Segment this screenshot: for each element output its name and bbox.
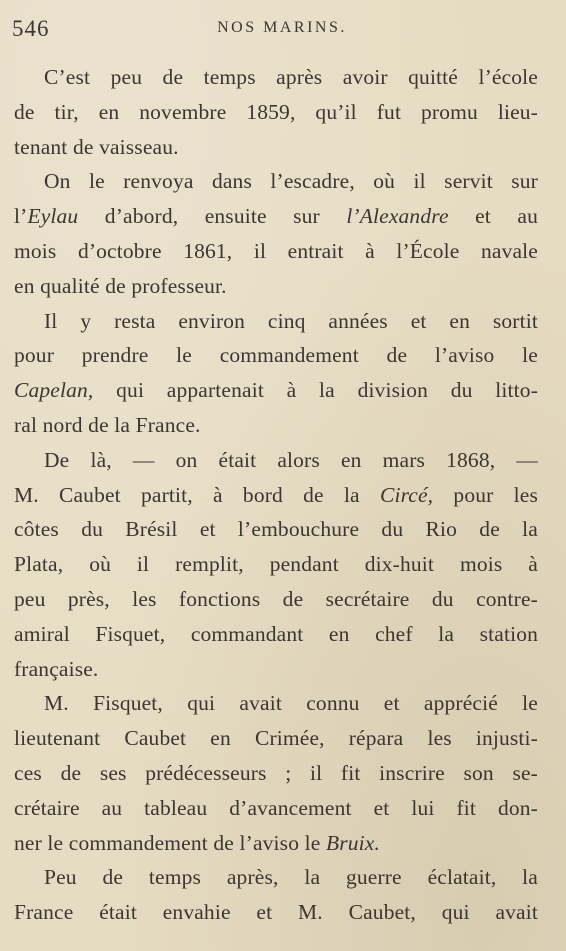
text-segment: de tir, en novembre 1859, qu’il fut promu lieu-	[14, 99, 538, 124]
text-line	[14, 373, 538, 408]
text-line	[14, 686, 538, 721]
text-line	[14, 443, 538, 478]
text-line	[14, 582, 538, 617]
text-line	[14, 234, 538, 269]
text-segment: et au	[448, 204, 538, 229]
text-segment: De là, — on était alors en mars 1868, —	[44, 447, 538, 472]
text-segment: ner le commandement de l’aviso le	[14, 830, 326, 855]
text-line	[14, 826, 538, 861]
text-line	[14, 895, 538, 930]
text-line	[14, 269, 538, 304]
italic-text-segment: l’Alexandre	[346, 204, 449, 229]
text-line	[14, 617, 538, 652]
text-segment: France était envahie et M. Caubet, qui avait	[14, 900, 538, 925]
page-number: 546	[12, 16, 50, 41]
text-line	[14, 791, 538, 826]
page-header	[12, 16, 552, 46]
text-segment: C’est peu de temps après avoir quitté l’école	[44, 65, 538, 89]
text-segment: ces de ses prédécesseurs ; il fit inscrire son se-	[14, 760, 538, 785]
text-line	[14, 199, 538, 234]
text-segment: M. Caubet partit, à bord de la	[14, 482, 380, 507]
text-segment: d’abord, ensuite sur	[78, 204, 347, 229]
text-line	[14, 478, 538, 513]
italic-text-segment: Capelan,	[14, 378, 94, 403]
text-segment: l’	[14, 204, 28, 229]
text-segment: en qualité de professeur.	[14, 273, 227, 298]
text-segment: mois d’octobre 1861, il entrait à l’École navale	[14, 238, 538, 263]
text-line	[14, 408, 538, 443]
text-line	[14, 95, 538, 130]
text-line	[14, 164, 538, 199]
text-segment: tenant de vaisseau.	[14, 134, 179, 159]
running-head: NOS MARINS.	[217, 19, 347, 36]
text-segment: On le renvoya dans l’escadre, où il servit sur	[44, 169, 538, 194]
text-segment: amiral Fisquet, commandant en chef la station	[14, 621, 538, 646]
italic-text-segment: Eylau	[27, 204, 79, 229]
text-segment: pour prendre le commandement de l’aviso le	[14, 343, 538, 368]
text-segment: pour les	[433, 482, 538, 507]
text-line	[14, 130, 538, 165]
text-line	[14, 756, 538, 791]
italic-text-segment: Circé,	[379, 482, 434, 507]
text-line	[14, 860, 538, 895]
text-segment: lieutenant Caubet en Crimée, répara les injusti-	[14, 726, 538, 751]
italic-text-segment: Bruix.	[325, 830, 381, 855]
text-line	[14, 304, 538, 339]
text-segment: M. Fisquet, qui avait connu et apprécié le	[44, 691, 538, 716]
text-segment: qui appartenait à la division du litto-	[93, 378, 538, 403]
text-segment: côtes du Brésil et l’embouchure du Rio de la	[14, 517, 538, 542]
text-line	[14, 60, 538, 95]
text-line	[14, 652, 538, 687]
text-segment: française.	[14, 656, 99, 681]
text-segment: ral nord de la France.	[14, 412, 201, 437]
body-text	[14, 60, 538, 930]
text-line	[14, 512, 538, 547]
text-segment: crétaire au tableau d’avancement et lui fit don-	[14, 795, 538, 820]
text-segment: peu près, les fonctions de secrétaire du contre-	[14, 586, 538, 611]
text-segment: Il y resta environ cinq années et en sortit	[44, 308, 538, 333]
text-segment: Plata, où il remplit, pendant dix-huit mois à	[14, 552, 538, 577]
text-segment: Peu de temps après, la guerre éclatait, la	[44, 865, 538, 890]
text-line	[14, 547, 538, 582]
text-line	[14, 338, 538, 373]
text-line	[14, 721, 538, 756]
